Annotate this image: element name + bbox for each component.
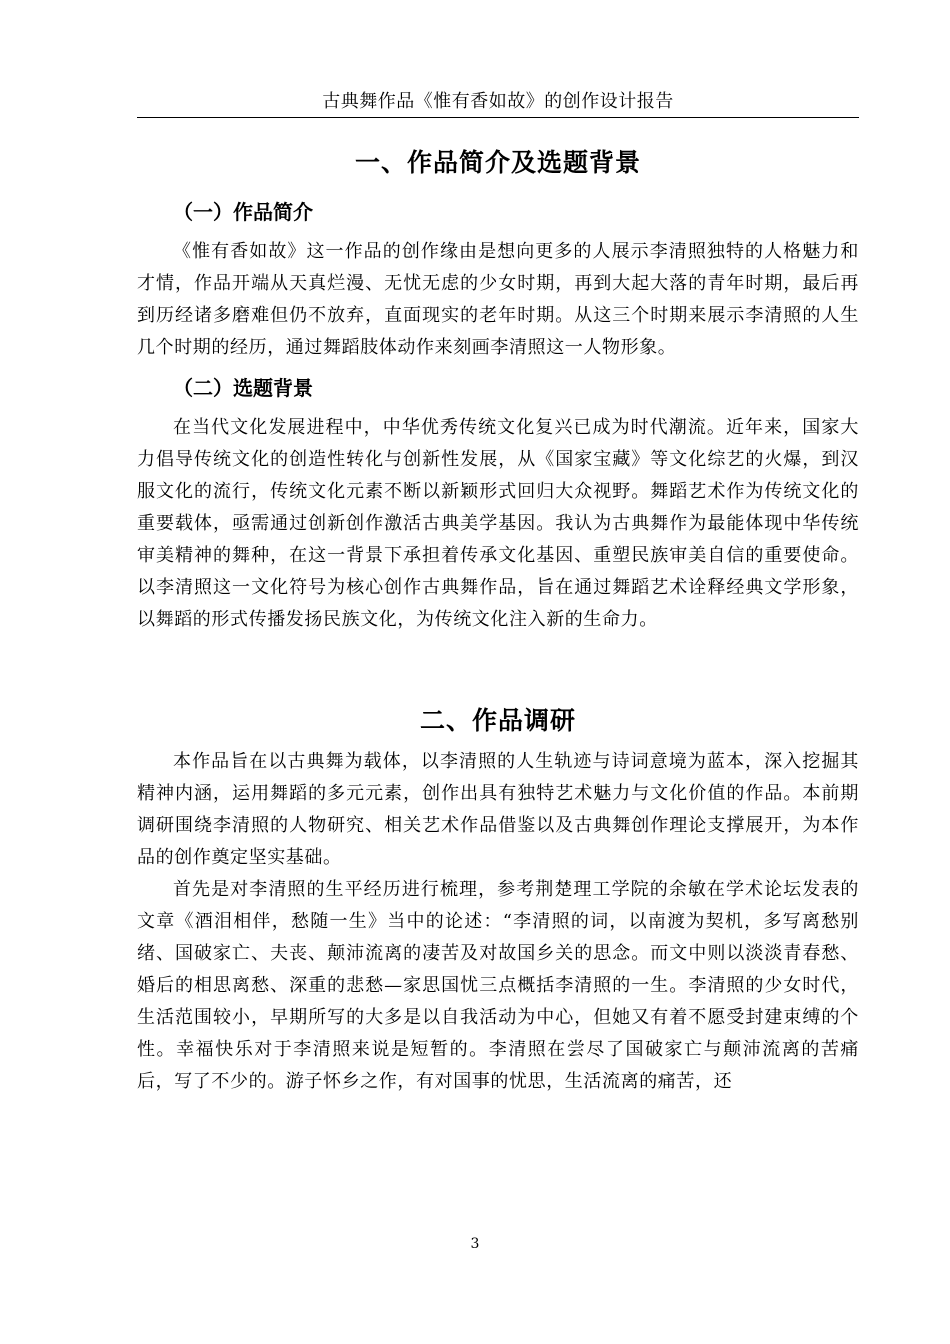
subsection-2-paragraph: 在当代文化发展进程中，中华优秀传统文化复兴已成为时代潮流。近年来，国家大力倡导传统文化的创造性转化与创新性发展，从《国家宝藏》等文化综艺的火爆，到汉服文化的流行，传统文化元素不断以新颖形式回归大众视野。舞蹈艺术作为传统文化的重要载体，亟需通过创新创作激活古典美学基因。我认为古典舞作为最能体现中华传统审美精神的舞种，在这一背景下承担着传承文化基因、重塑民族审美自信的重要使命。以李清照这一文化符号为核心创作古典舞作品，旨在通过舞蹈艺术诠释经典文学形象，以舞蹈的形式传播发扬民族文化，为传统文化注入新的生命力。 [137, 417, 859, 630]
section-1-title: 一、作品简介及选题背景 [354, 148, 641, 177]
subsection-1-paragraph: 《惟有香如故》这一作品的创作缘由是想向更多的人展示李清照独特的人格魅力和才情，作品开端从天真烂漫、无忧无虑的少女时期，再到大起大落的青年时期，最后再到历经诸多磨难但仍不放弃，直面现实的老年时期。从这三个时期来展示李清照的人生几个时期的经历，通过舞蹈肢体动作来刻画李清照这一人物形象。 [137, 241, 859, 358]
header-divider [137, 117, 859, 118]
running-header: 古典舞作品《惟有香如故》的创作设计报告 [322, 91, 674, 112]
section-2-paragraph-2: 首先是对李清照的生平经历进行梳理，参考荆楚理工学院的余敏在学术论坛发表的文章《酒泪相伴，愁随一生》当中的论述：“李清照的词，以南渡为契机，多写离愁别绪、国破家亡、夫丧、颠沛流离的凄苦及对故国乡关的思念。而文中则以淡淡青春愁、婚后的相思离愁、深重的悲愁—家思国忧三点概括李清照的一生。李清照的少女时代，生活范围较小，早期所写的大多是以自我活动为中心，但她又有着不愿受封建束缚的个性。幸福快乐对于李清照来说是短暂的。李清照在尝尽了国破家亡与颠沛流离的苦痛后，写了不少的。游子怀乡之作，有对国事的忧思，生活流离的痛苦，还 [137, 879, 859, 1092]
subsection-2-title: （二）选题背景 [173, 376, 313, 400]
section-2-paragraph-1: 本作品旨在以古典舞为载体，以李清照的人生轨迹与诗词意境为蓝本，深入挖掘其精神内涵，运用舞蹈的多元元素，创作出具有独特艺术魅力与文化价值的作品。本前期调研围绕李清照的人物研究、相关艺术作品借鉴以及古典舞创作理论支撑展开，为本作品的创作奠定坚实基础。 [137, 751, 859, 868]
page-number: 3 [470, 1236, 480, 1252]
subsection-1-title: （一）作品简介 [173, 200, 313, 224]
page-body [137, 138, 859, 1098]
section-2-title: 二、作品调研 [419, 706, 576, 735]
